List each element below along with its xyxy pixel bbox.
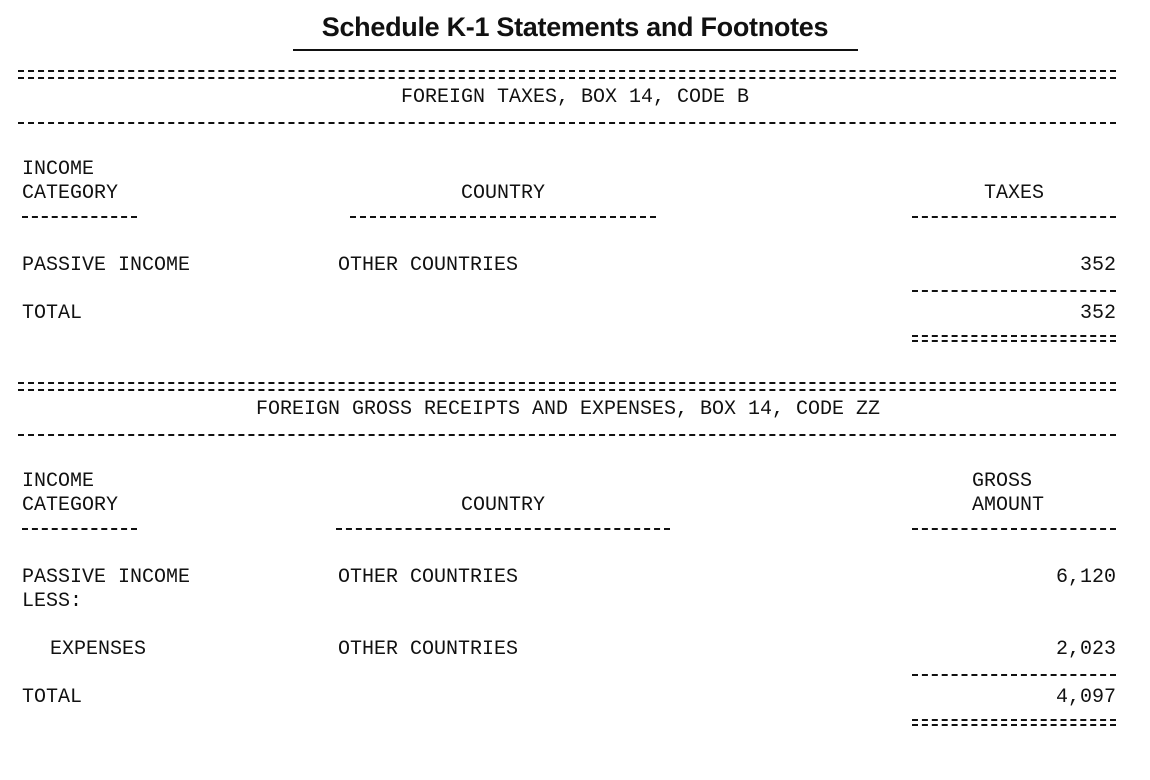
total-amount: 352 bbox=[1079, 302, 1116, 325]
total-label: TOTAL bbox=[22, 302, 83, 325]
row-amount: 2,023 bbox=[1055, 638, 1116, 661]
subtotal-rule bbox=[912, 290, 1116, 292]
section-heading-rule bbox=[18, 122, 1116, 124]
column-header-income-line1: INCOME bbox=[22, 470, 95, 493]
column-header-country: COUNTRY bbox=[460, 494, 545, 517]
column-header-gross-line1: GROSS bbox=[972, 470, 1033, 493]
section-heading-rule bbox=[18, 434, 1116, 436]
total-double-rule bbox=[912, 335, 1116, 342]
column-header-gross-line2: AMOUNT bbox=[972, 494, 1045, 517]
column-header-income-line1: INCOME bbox=[22, 158, 95, 181]
total-double-rule bbox=[912, 719, 1116, 726]
column-header-underline bbox=[912, 216, 1116, 218]
row-country: OTHER COUNTRIES bbox=[338, 638, 519, 661]
column-header-country: COUNTRY bbox=[460, 182, 545, 205]
row-amount: 6,120 bbox=[1055, 566, 1116, 589]
column-header-underline bbox=[22, 216, 137, 218]
column-header-taxes: TAXES bbox=[983, 182, 1044, 205]
column-header-underline bbox=[336, 528, 670, 530]
column-header-income-line2: CATEGORY bbox=[22, 182, 119, 205]
row-category: EXPENSES bbox=[50, 638, 147, 661]
row-country: OTHER COUNTRIES bbox=[338, 566, 519, 589]
page-title: Schedule K-1 Statements and Footnotes bbox=[321, 12, 829, 42]
row-category: LESS: bbox=[22, 590, 83, 613]
subtotal-rule bbox=[912, 674, 1116, 676]
total-label: TOTAL bbox=[22, 686, 83, 709]
section-top-double-rule bbox=[18, 70, 1116, 79]
row-amount: 352 bbox=[1079, 254, 1116, 277]
row-country: OTHER COUNTRIES bbox=[338, 254, 519, 277]
column-header-underline bbox=[350, 216, 656, 218]
column-header-underline bbox=[22, 528, 137, 530]
total-amount: 4,097 bbox=[1055, 686, 1116, 709]
title-underline bbox=[293, 49, 858, 51]
row-category: PASSIVE INCOME bbox=[22, 254, 191, 277]
section-top-double-rule bbox=[18, 382, 1116, 391]
column-header-underline bbox=[912, 528, 1116, 530]
section-heading: FOREIGN TAXES, BOX 14, CODE B bbox=[400, 86, 750, 109]
row-category: PASSIVE INCOME bbox=[22, 566, 191, 589]
column-header-income-line2: CATEGORY bbox=[22, 494, 119, 517]
section-heading: FOREIGN GROSS RECEIPTS AND EXPENSES, BOX 14, CODE ZZ bbox=[255, 398, 881, 421]
